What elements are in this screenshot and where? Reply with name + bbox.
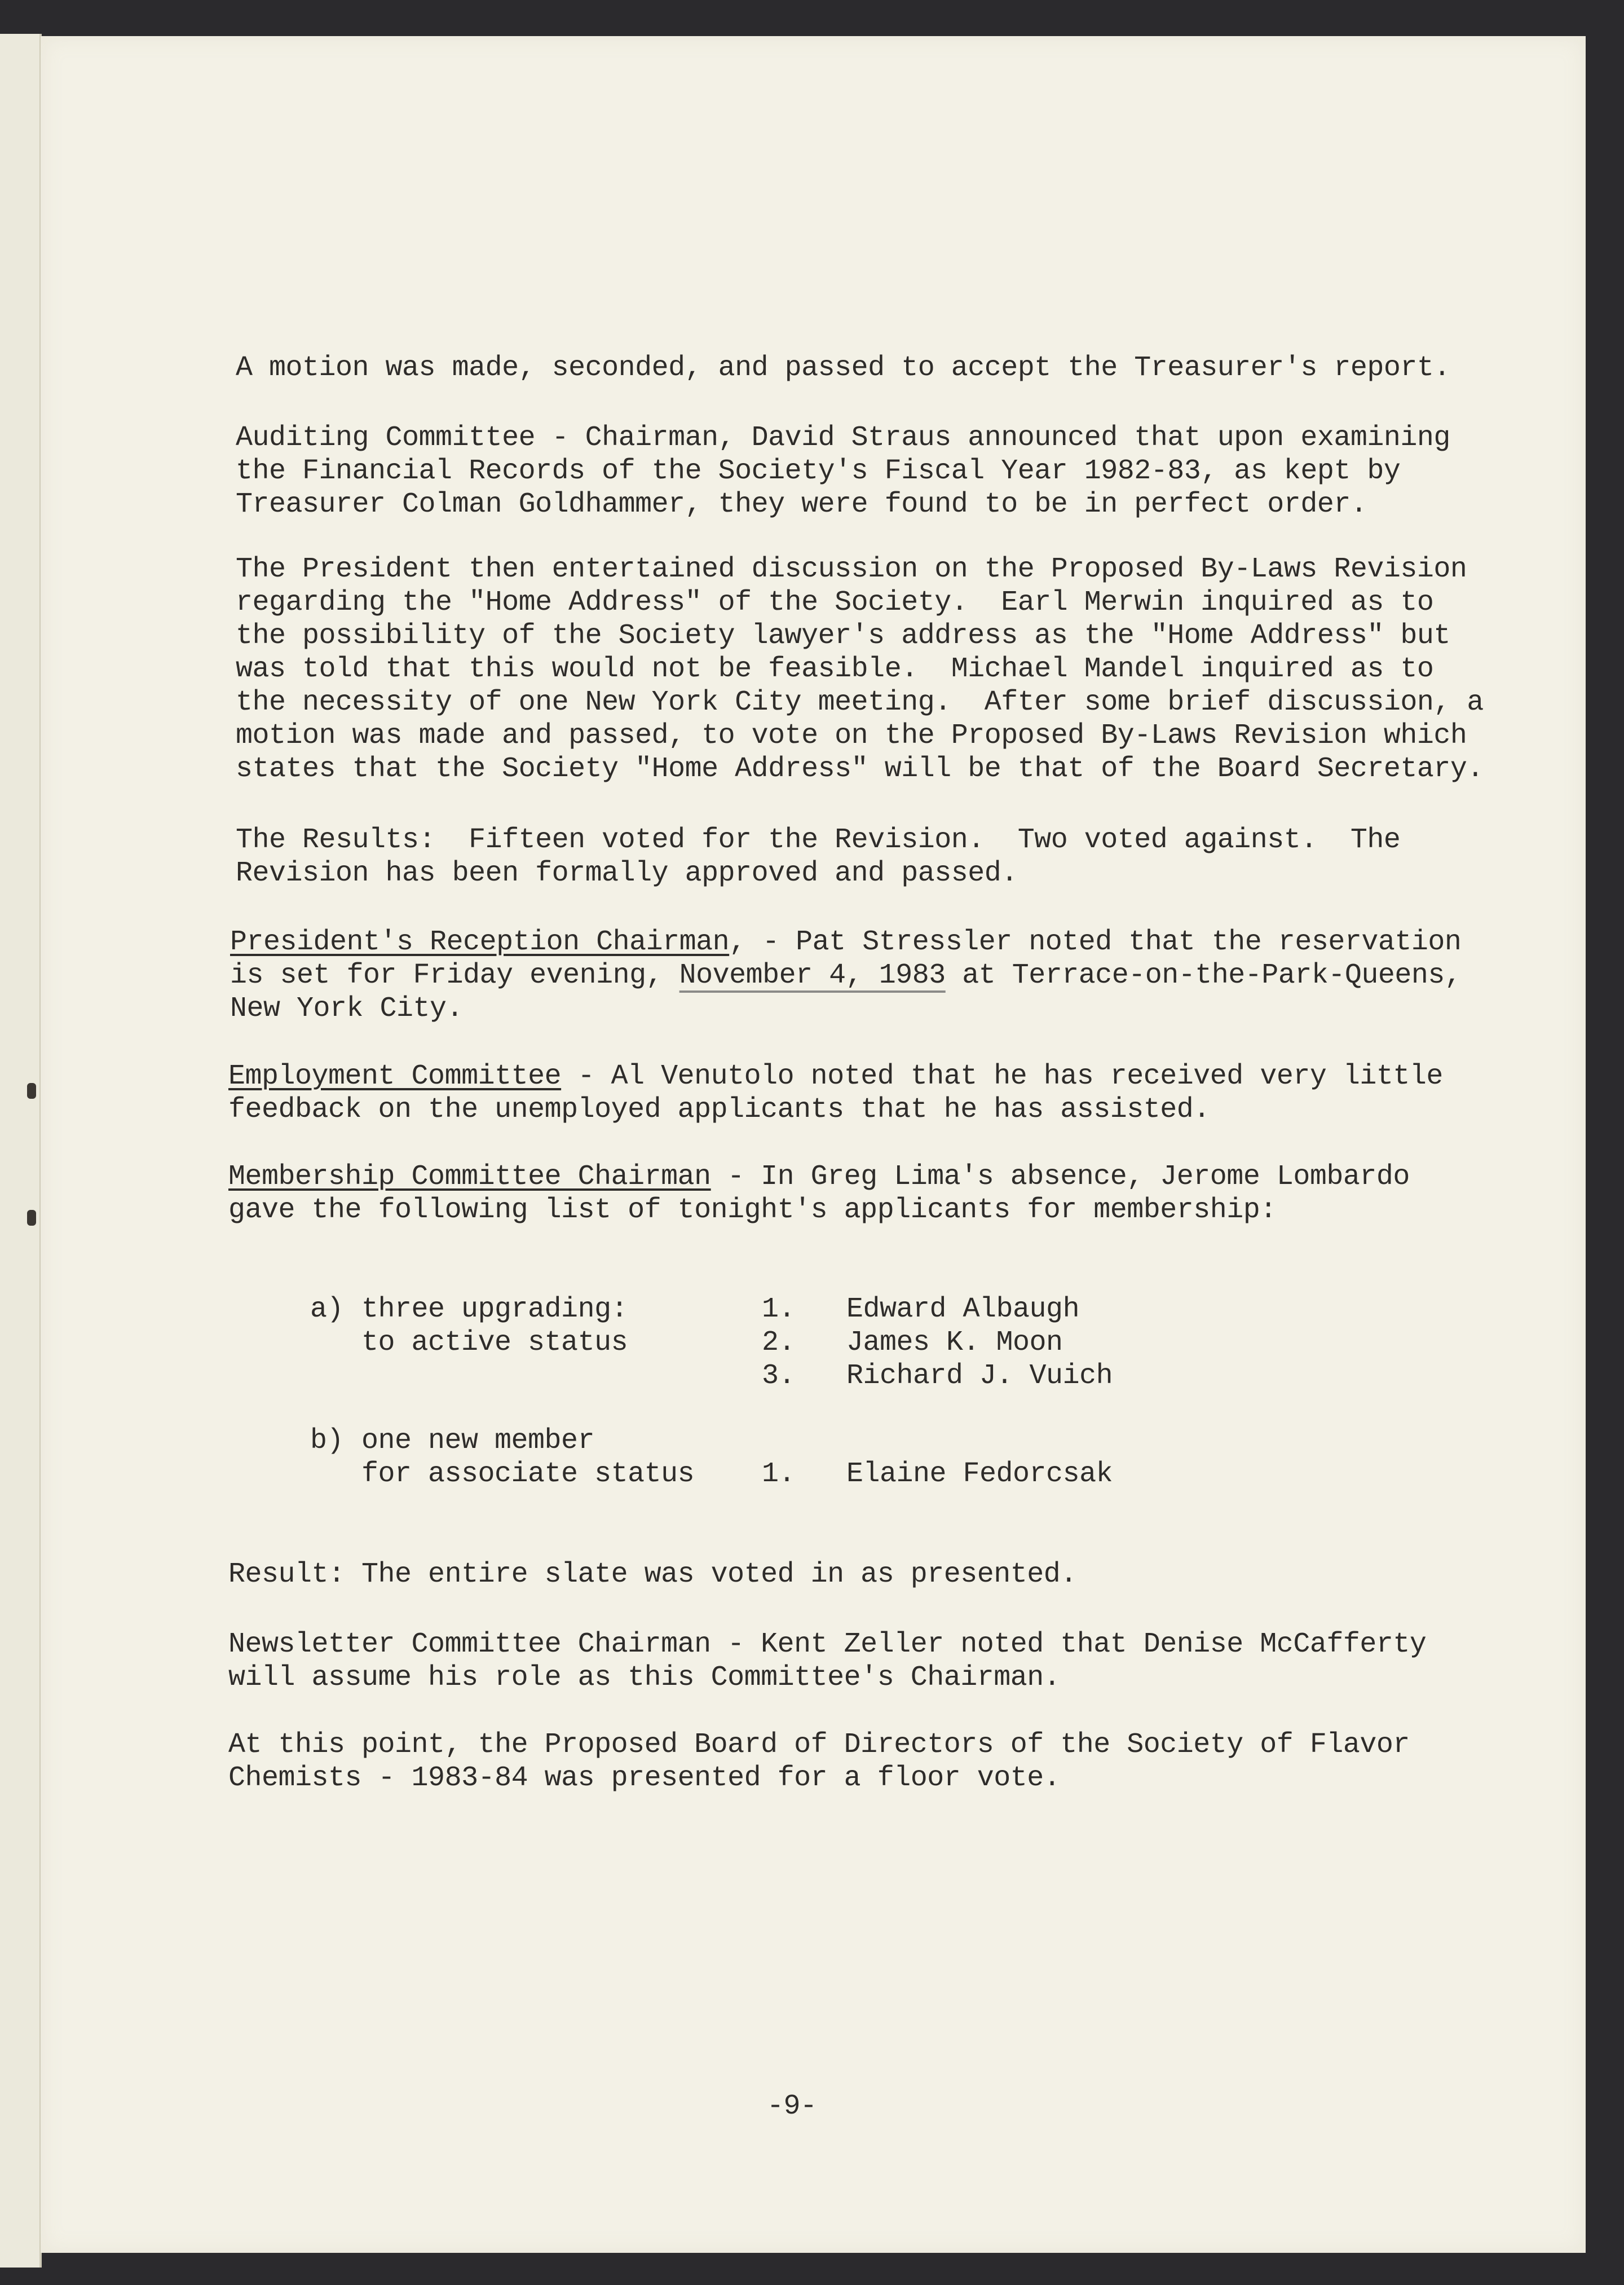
list-a-numbers xyxy=(762,1293,795,1393)
reception-paragraph xyxy=(230,926,1461,1025)
applicant-name: Elaine Fedorcsak xyxy=(846,1458,1113,1490)
binding-mark xyxy=(27,1210,36,1226)
list-number: 3. xyxy=(762,1360,796,1392)
text-line: for associate status xyxy=(361,1458,695,1490)
board-paragraph xyxy=(228,1728,1410,1795)
list-number: 2. xyxy=(762,1327,796,1359)
text-line: - In Greg Lima's absence, Jerome Lombardo xyxy=(710,1161,1410,1193)
membership-heading: Membership Committee Chairman xyxy=(228,1161,711,1193)
binding-mark xyxy=(27,1083,36,1099)
text-line: will assume his role as this Committee's Chairman. xyxy=(228,1662,1061,1694)
text-line: three upgrading: xyxy=(361,1293,628,1326)
text-line: at Terrace-on-the-Park-Queens, xyxy=(945,959,1462,992)
employment-heading: Employment Committee xyxy=(228,1060,562,1093)
text-line: was told that this would not be feasible. Michael Mandel inquired as to xyxy=(236,653,1434,685)
text-line: The President then entertained discussion on the Proposed By-Laws Revision xyxy=(236,553,1467,585)
text-line: states that the Society "Home Address" will be that of the Board Secretary. xyxy=(236,753,1484,785)
result-paragraph xyxy=(228,1558,1077,1591)
list-b-names xyxy=(846,1458,1113,1491)
text-line: Treasurer Colman Goldhammer, they were found to be in perfect order. xyxy=(236,488,1367,521)
reception-heading: President's Reception Chairman xyxy=(230,926,730,958)
text-line: , - Pat Stressler noted that the reservation xyxy=(729,926,1462,958)
applicant-name: James K. Moon xyxy=(846,1327,1063,1359)
text-line: feedback on the unemployed applicants that he has assisted. xyxy=(228,1094,1210,1126)
list-a-names xyxy=(846,1293,1113,1393)
previous-page-edge xyxy=(0,34,42,2268)
bylaws-paragraph xyxy=(236,553,1484,786)
list-marker-a: a) xyxy=(310,1293,344,1326)
text-line: Auditing Committee - Chairman, David Straus announced that upon examining xyxy=(236,422,1450,454)
text-line: Revision has been formally approved and passed. xyxy=(236,857,1018,890)
text-line: Chemists - 1983-84 was presented for a floor vote. xyxy=(228,1762,1061,1794)
applicant-name: Edward Albaugh xyxy=(846,1293,1080,1326)
list-number: 1. xyxy=(762,1458,796,1490)
text-line: one new member xyxy=(361,1425,595,1457)
text-line: Newsletter Committee Chairman - Kent Zeller noted that Denise McCafferty xyxy=(228,1628,1427,1661)
newsletter-paragraph xyxy=(228,1628,1426,1694)
list-b-description xyxy=(361,1424,694,1491)
page-number: -9- xyxy=(767,2090,817,2123)
list-number: 1. xyxy=(762,1293,796,1326)
list-b-numbers xyxy=(762,1458,795,1491)
employment-paragraph xyxy=(228,1060,1443,1126)
text-line: the possibility of the Society lawyer's address as the "Home Address" but xyxy=(236,620,1450,652)
text-line: At this point, the Proposed Board of Directors of the Society of Flavor xyxy=(228,1729,1410,1761)
text-line: Result: The entire slate was voted in as presented. xyxy=(228,1558,1077,1591)
text-line: regarding the "Home Address" of the Society. Earl Merwin inquired as to xyxy=(236,587,1434,619)
list-marker-b: b) xyxy=(310,1425,344,1457)
text-line: to active status xyxy=(361,1327,628,1359)
applicant-name: Richard J. Vuich xyxy=(846,1360,1113,1392)
text-line: is set for Friday evening, xyxy=(230,959,679,992)
text-line: - Al Venutolo noted that he has received very little xyxy=(561,1060,1443,1093)
auditing-committee-paragraph xyxy=(236,421,1450,521)
text-line: A motion was made, seconded, and passed to accept the Treasurer's report. xyxy=(236,352,1450,384)
text-line: gave the following list of tonight's applicants for membership: xyxy=(228,1194,1277,1226)
text-line: motion was made and passed, to vote on the Proposed By-Laws Revision which xyxy=(236,720,1467,752)
vote-results-paragraph xyxy=(236,824,1400,890)
text-line: New York City. xyxy=(230,993,464,1025)
text-line: the Financial Records of the Society's Fiscal Year 1982-83, as kept by xyxy=(236,455,1401,487)
text-line: the necessity of one New York City meeting. After some brief discussion, a xyxy=(236,686,1484,719)
reception-date: November 4, 1983 xyxy=(679,959,946,992)
membership-paragraph xyxy=(228,1160,1410,1227)
list-a-description xyxy=(361,1293,628,1359)
text-line: The Results: Fifteen voted for the Revision. Two voted against. The xyxy=(236,824,1401,856)
treasurer-report-paragraph xyxy=(236,351,1450,385)
